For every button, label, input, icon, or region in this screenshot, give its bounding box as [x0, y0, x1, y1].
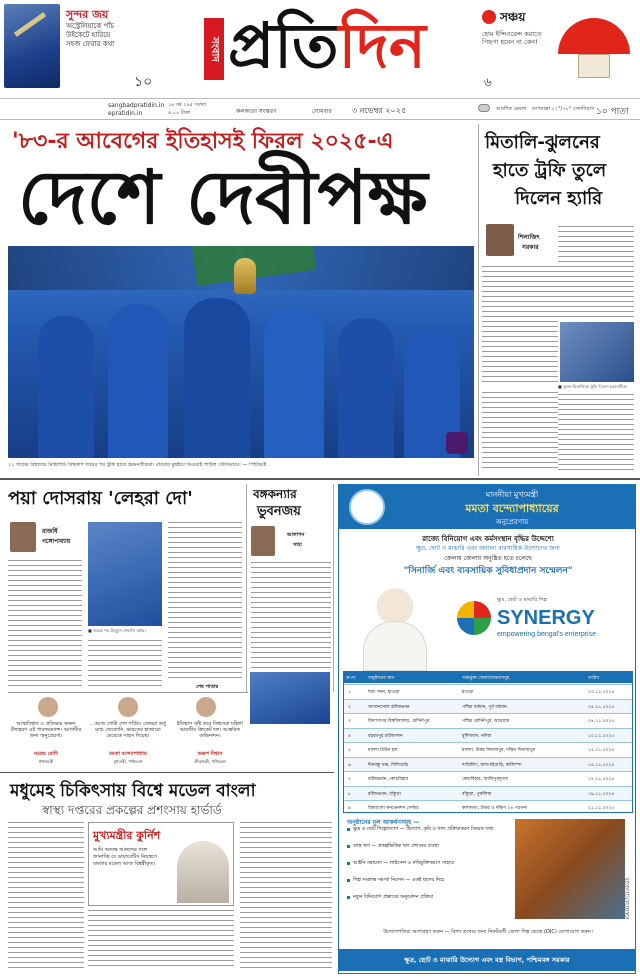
story-three-headline-1: বঙ্গকন্যার — [253, 487, 297, 501]
side-headline-2: হাতে ট্রফি তুলে — [493, 160, 607, 181]
quote-role: ক্রীড়ামন্ত্রী, পশ্চিমবঙ্গ — [194, 759, 226, 764]
player-figure — [184, 298, 250, 458]
lead-photo-caption: ২২ গজের বিশ্বজয়ে মিছিলিট। বিশ্বকাপ জয়ের পর ট্রফি হাতে হরমনপ্রীতরা। রবিবার মুম্বইয়ে ডিওয়াই পাটিল স্টেডিয়ামে। — পিটিআই — [8, 462, 267, 468]
price: ৪.০০ টাকা — [168, 110, 191, 116]
quote-name: মমতা বন্দ্যোপাধ্যায় — [109, 751, 147, 757]
ad-intro-1: রাজ্যে বিনিয়োগ এবং কর্মসংস্থান বৃদ্ধির উদ্দেশ্যে — [422, 535, 554, 543]
table-cell: ৯ — [348, 806, 351, 811]
weather: আংশিক মেঘলা — [496, 106, 527, 112]
quote-role: প্রধানমন্ত্রী — [38, 759, 54, 764]
cm-saree — [363, 621, 427, 671]
ad-header-2: মমতা বন্দ্যোপাধ্যায়ের — [465, 502, 559, 515]
table-cell: হাওড়া — [462, 690, 474, 695]
volume: ১৮ বর্ষ ২৯৫ সংখ্যা — [168, 102, 207, 108]
table-header-cell: অনুষ্ঠানের স্থান — [368, 676, 395, 681]
quote-photo — [118, 697, 138, 717]
player-figure — [338, 318, 394, 458]
promo-text: অস্ট্রেলিয়াকে পাঁচ উইকেটে হারিয়ে সহজ ফেরার কথা — [66, 22, 115, 48]
left-promo[interactable] — [4, 4, 164, 90]
story-two-photo-caption: ■ জয়ের পর উচ্ছ্বাস শেফালি বর্মার। — [88, 628, 146, 633]
health-subhead: স্বাস্থ্য দপ্তরের প্রকল্পের প্রশংসায় হার্ভার্ড — [42, 803, 222, 817]
umbrella-icon — [558, 18, 630, 54]
table-row — [344, 713, 632, 728]
ad-header-3: অনুপ্রেরণায় — [495, 518, 529, 526]
newspaper-logo[interactable] — [228, 6, 468, 86]
quote-name: নরেন্দ্র মোদি — [34, 751, 58, 757]
table-cell: আসানসোল রবীন্দ্রভবন — [368, 704, 410, 710]
table-cell: ১২.১১.২০২৫ — [588, 748, 615, 753]
table-cell: কোচবিহার, আলিপুরদুয়ার — [462, 777, 508, 782]
ad-bullet-item: ক্ষুদ্র ও ছোট শিল্পোদ্যোগ — উদ্যোগ, কৃষি ও খাদ্য প্রক্রিয়াকরণ বিষয়ক তথ্য — [353, 827, 494, 832]
table-row — [344, 800, 632, 815]
masthead — [0, 0, 640, 98]
story-two-body-col-2 — [88, 640, 162, 688]
table-row — [344, 699, 632, 714]
lead-kicker: '৮৩-র আবেগের ইতিহাসই ফিরল ২০২৫-এ — [12, 129, 394, 154]
health-divider — [0, 772, 334, 773]
state-emblem-icon — [349, 489, 385, 525]
temperature: তাপমাত্রা ২২°/৩০° সেলসিয়াস — [532, 106, 595, 112]
story-two-photo[interactable] — [88, 522, 162, 626]
table-cell: বিশ্ববাংলা কনভেনশন সেন্টার — [368, 806, 419, 811]
table-row — [344, 771, 632, 786]
story-two-headline: পয়া দোসরায় 'লেহরা দো' — [8, 488, 193, 509]
table-header-cell: তারিখ — [588, 676, 600, 681]
date: ৩ নভেম্বর ২০২৫ — [352, 106, 407, 115]
table-cell: মুর্শিদাবাদ, নদিয়া — [462, 733, 492, 739]
story-three-headline-2: ভুবনজয় — [257, 504, 301, 519]
table-cell: দার্জিলিং, জলপাইগুড়ি, কালিম্পং — [462, 762, 523, 768]
table-cell: রবীন্দ্রভবন, বাঁকুড়া — [368, 791, 401, 797]
quotes-row — [8, 692, 248, 768]
side-body-col-1 — [482, 266, 558, 386]
bullet-icon — [347, 862, 350, 865]
ad-bullet-item: নতুন বিনিয়োগ প্রস্তাবের অনুমোদন প্রক্রিয়া — [353, 895, 434, 900]
ad-code: ICA-D2147(11)/2025 — [625, 877, 630, 919]
health-cm-photo — [177, 841, 229, 903]
health-box-text: আমি অত্যন্ত আনন্দের সঙ্গে জানাচ্ছি যে ডায়াবেটিস নিয়ন্ত্রণে বাংলার মডেল আজ বিশ্বস্বীকৃত। — [93, 847, 157, 867]
ad-department: ক্ষুদ্র, ছোট ও মাঝারি উদ্যোগ এবং বস্ত্র বিভাগ, পশ্চিমবঙ্গ সরকার — [339, 949, 635, 971]
ad-intro-3: জেলায় জেলায় অনুষ্ঠিত হতে চলেছে — [444, 555, 532, 562]
table-cell: ২১.১১.২০২৫ — [588, 806, 615, 811]
synergy-tagline: empowering bengal's enterprise — [497, 631, 597, 638]
story-three-team-photo[interactable] — [250, 672, 330, 724]
quote-photo — [196, 697, 216, 717]
player-figure — [38, 316, 94, 458]
table-header-row — [344, 672, 632, 683]
story-three-byline-photo — [251, 526, 275, 556]
table-cell: পশ্চিম মেদিনীপুর, ঝাড়গ্রাম — [462, 719, 510, 724]
promo-page: ৬ — [484, 75, 492, 89]
side-body-col-2 — [558, 226, 634, 318]
story-three — [246, 484, 334, 692]
logo-right: দিন — [338, 9, 426, 82]
table-row — [344, 684, 632, 699]
logo-left: প্রতি — [228, 9, 339, 82]
health-body-col-2 — [88, 910, 234, 970]
story-two-body-col-1 — [8, 560, 82, 688]
table-cell: ১৭.১১.২০২৫ — [588, 777, 615, 782]
table-cell: ০৫.১১.২০২৫ — [588, 704, 615, 710]
quote-text: ইতিহাস সৃষ্টি করে বিশ্বসেরা মহিলা ভারতীয় ক্রিকেট দল। আন্তরিক অভিনন্দন। — [176, 721, 244, 739]
edition: কলকাতা সংস্করণ — [236, 108, 277, 115]
table-header-cell: অন্তর্ভুক্ত জেলা/অঞ্চলসমূহ — [462, 676, 510, 681]
quote-name: অরূপ বিশ্বাস — [197, 751, 223, 757]
player-figure — [108, 304, 168, 458]
day: সোমবার — [312, 108, 332, 115]
health-cm-box — [88, 822, 234, 906]
ad-bullet-item: আইনি সহায়তা — লাইসেন্স ও নথিভুক্তিকরণে সাহায্য — [353, 861, 455, 866]
ad-bullets-title: অনুষ্ঠানের মূল আকর্ষণসমূহ — — [347, 819, 420, 826]
table-cell: বহরমপুর রবীন্দ্রসদন — [368, 733, 403, 739]
bullet-icon — [347, 845, 350, 848]
promo-text: হোম ইন্সিওরেন্স করাতে পিছপা হবেন না কেন! — [482, 30, 542, 46]
ad-header-1: মাননীয়া মুখ্যমন্ত্রী — [485, 490, 539, 499]
table-cell: বিদ্যাসাগর বিশ্ববিদ্যালয়, মেদিনীপুর — [368, 719, 430, 724]
cm-portrait — [345, 579, 445, 671]
table-cell: ১০.১১.২০২৫ — [588, 733, 615, 739]
lead-headline: দেশে দেবীপক্ষ — [18, 155, 428, 241]
synergy-name: SYNERGY — [497, 607, 595, 629]
story-two-continued: শেষ পাতায় — [196, 684, 219, 690]
bullet-icon — [347, 879, 350, 882]
table-row — [344, 742, 632, 757]
quote-role: মুখ্যমন্ত্রী, পশ্চিমবঙ্গ — [113, 759, 143, 764]
epaper[interactable]: epratidin.in — [108, 110, 143, 117]
ad-bullet-item: ব্যাঙ্ক ঋণ — প্রকল্পভিত্তিক ঋণ প্রদানের ব্যবস্থা — [353, 844, 439, 849]
website[interactable]: sangbadpratidin.in — [108, 102, 165, 109]
schedule-table — [343, 671, 633, 813]
ad-intro-2: ক্ষুদ্র, ছোট ও মাঝারি এবং অন্যান্য ব্যবসায়িক উদ্যোগের জন্য — [416, 545, 560, 552]
table-cell: রবীন্দ্রভবন, কোচবিহার — [368, 777, 408, 782]
story-two-byline-name: রাজর্ষি — [42, 528, 58, 535]
table-cell: ৩ — [348, 719, 351, 724]
page-count: ১০ পাতা — [596, 107, 629, 117]
section-divider — [0, 478, 640, 480]
side-byline-photo — [486, 224, 514, 256]
bullet-icon — [347, 828, 350, 831]
table-row — [344, 786, 632, 801]
table-cell: শরৎ সদন, হাওড়া — [368, 690, 400, 695]
side-body-col-3 — [482, 392, 558, 472]
lead-photo[interactable] — [8, 246, 474, 458]
quote-text: আত্মবিশ্বাস ও প্রতিভার অনন্য উদাহরণ এই পারফরম্যান্স। আগামীর জন্য অনুপ্রেরণা। — [10, 721, 82, 739]
bullet-icon — [347, 896, 350, 899]
synergy-sub: ক্ষুদ্র, ছোট ও মাঝারি শিল্প — [497, 597, 547, 603]
logo-tag: সংবাদ — [204, 18, 224, 80]
promo-title: সুন্দর জয় — [66, 8, 109, 21]
table-row — [344, 757, 632, 772]
side-headline-3: দিলেন হ্যারি — [515, 188, 603, 209]
weather-icon — [478, 104, 490, 112]
story-two-body-col-3 — [168, 522, 242, 682]
ad-event-name: "সিনার্জি এবং ব্যবসায়িক সুবিধাপ্রদান সম্মেলন" — [403, 566, 573, 576]
health-body-col-3 — [240, 822, 332, 970]
table-cell: ১৪.১১.২০২৫ — [588, 762, 615, 768]
table-cell: ০৭.১১.২০২৫ — [588, 719, 615, 724]
dateline — [0, 98, 640, 120]
ad-collage-photo — [515, 819, 625, 919]
table-cell: ০৩.১১.২০২৫ — [588, 690, 615, 695]
table-cell: কলকাতা, উত্তর ও দক্ষিণ ২৪ পরগনা — [462, 806, 528, 811]
promo-page: ১০ — [134, 74, 153, 90]
government-ad[interactable] — [338, 484, 636, 974]
health-body-col-1 — [8, 822, 84, 970]
table-cell: মালদা, উত্তর দিনাজপুর, দক্ষিণ দিনাজপুর — [462, 748, 536, 753]
story-two-byline-role: গঙ্গোপাধ্যায় — [42, 538, 71, 545]
table-cell: বাঁকুড়া, পুরুলিয়া — [462, 791, 492, 797]
ad-footer-note: উদ্যোগপতিরা অংশগ্রহণ করুন — বিশদ তথ্যের জন্য নিকটবর্তী জেলা শিল্প কেন্দ্রে (DIC) যোগাযোগ করুন। — [383, 929, 593, 935]
table-cell: ৫ — [348, 748, 351, 753]
side-photo[interactable] — [560, 322, 634, 382]
side-headline-1: মিতালি-ঝুলনের — [485, 132, 600, 153]
table-cell: মালদা টাউন হল — [368, 748, 398, 753]
promo-player-photo — [4, 4, 60, 88]
promo-brand: সঞ্চয় — [500, 10, 526, 24]
table-cell: ১৯.১১.২০২৫ — [588, 791, 615, 797]
story-three-byline-name: আলাপন — [287, 532, 305, 538]
table-cell: দীনবন্ধু মঞ্চ, শিলিগুড়ি — [368, 762, 409, 768]
synergy-logo-icon — [457, 601, 491, 635]
health-box-title: মুখ্যমন্ত্রীর কুর্নিশ — [93, 829, 161, 842]
table-header-cell: ক্র.নং — [346, 676, 356, 681]
table-cell: ২ — [348, 704, 351, 710]
side-body-col-4 — [558, 394, 634, 474]
apple-icon — [482, 10, 496, 24]
quote-text: ...আজ গোটা দেশ গর্বিত। তোমরা শুধু ম্যাচ জেতোনি, ভারতের হাজারো মেয়েকে সাহস দিয়েছ। — [90, 721, 166, 739]
quote-photo — [38, 697, 58, 717]
side-photo-caption: ■ ঝুলন-মিতালিকে ট্রফি দিলেন হরমনপ্রীত। — [558, 384, 628, 389]
right-promo[interactable] — [474, 4, 634, 90]
table-cell: ৭ — [348, 777, 351, 782]
table-cell: ৬ — [348, 762, 351, 768]
player-figure — [264, 306, 324, 458]
health-headline: মধুমেহ চিকিৎসায় বিশ্বে মডেল বাংলা — [10, 781, 256, 801]
ad-bullet-item: শিল্প সংক্রান্ত সমস্যা নিরসন — একই ছাদের নিচে — [353, 878, 445, 883]
story-three-byline-role: সাহা — [293, 542, 302, 548]
ad-bullets — [347, 827, 511, 917]
table-cell: ১ — [348, 690, 351, 695]
story-two-byline-photo — [10, 522, 36, 552]
table-cell: পশ্চিম বর্ধমান, পূর্ব বর্ধমান — [462, 704, 507, 710]
world-cup-logo-icon — [446, 432, 468, 454]
table-cell: ৪ — [348, 733, 351, 739]
story-three-body — [251, 562, 331, 670]
house-icon — [578, 54, 610, 78]
side-byline-name: শিলাজিৎ — [518, 234, 540, 241]
trophy-icon — [234, 258, 256, 294]
table-cell: ৮ — [348, 791, 351, 797]
table-row — [344, 728, 632, 743]
side-byline-role: সরকার — [522, 244, 539, 251]
